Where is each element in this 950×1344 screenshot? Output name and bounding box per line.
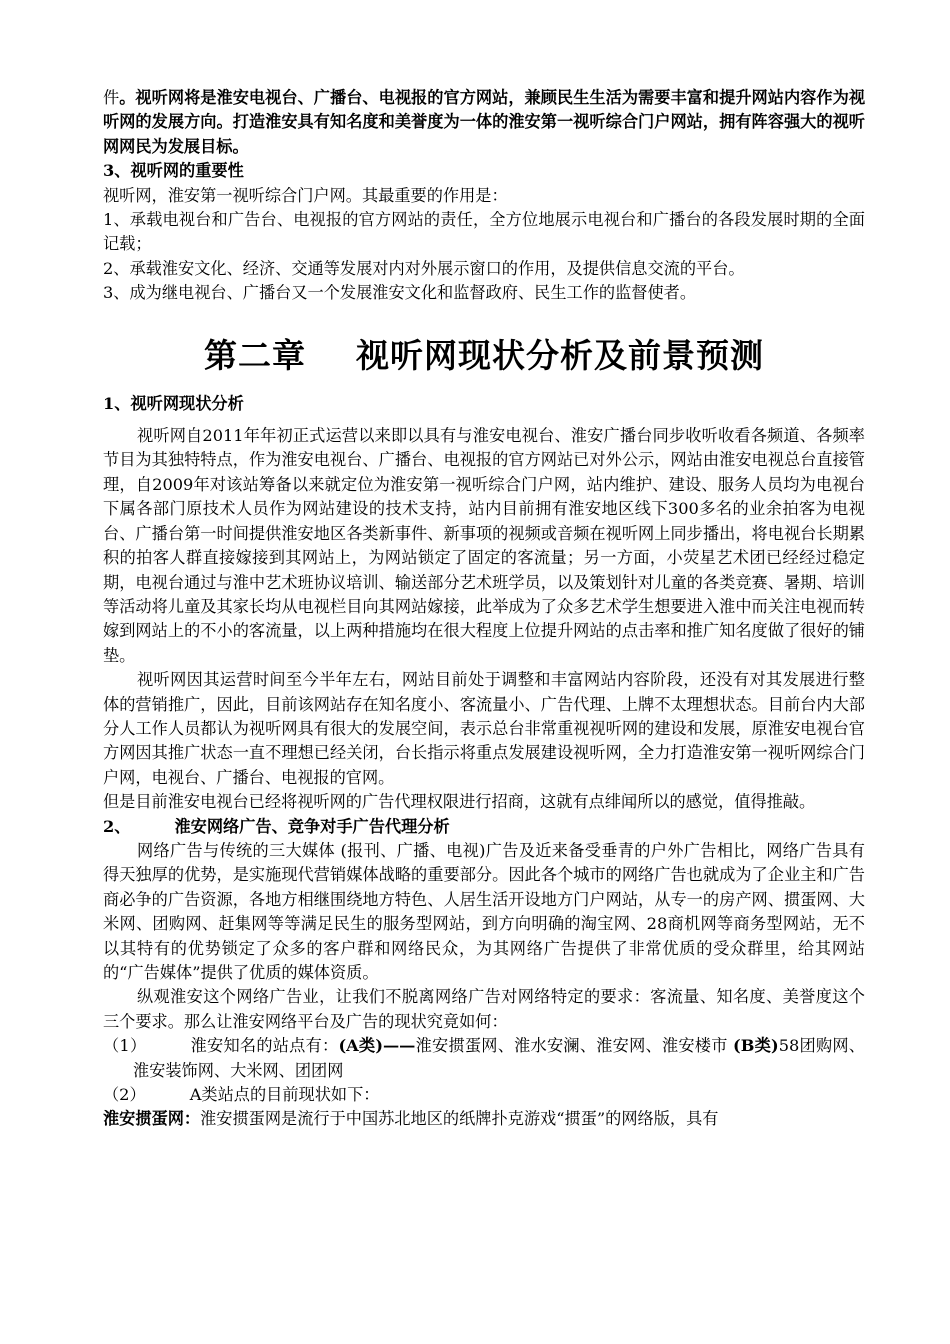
list-item-1-num: （1） [103, 1036, 147, 1056]
list-item-1-pre: 淮安知名的站点有： [190, 1036, 339, 1056]
section2-heading-num: 2、 [103, 816, 131, 836]
importance-item-2: 2、承载淮安文化、经济、交通等发展对内对外展示窗口的作用，及提供信息交流的平台。 [103, 258, 745, 278]
intro-lead: 件 [103, 88, 120, 107]
list-item-1-a-label: (A类)—— [338, 1036, 416, 1056]
importance-item-1: 1、承载电视台和广告台、电视报的官方网站的责任，全方位地展示电视台和广播台的各段发展时期的全面记载； [103, 210, 865, 254]
list-item-2 [103, 1083, 865, 1107]
intro-bold-text: 。视听网将是淮安电视台、广播台、电视报的官方网站，兼顾民生生活为需要丰富和提升网站内容作为视听网的发展方向。打造淮安具有知名度和美誉度为一体的淮安第一视听综合门户网站，拥有阵容强大的视听网网民为发展目标。 [103, 88, 866, 156]
section2-paragraph-2: 纵观淮安这个网络广告业，让我们不脱离网络广告对网络特定的要求：客流量、知名度、美誉度这个三个要求。那么让淮安网络平台及广告的现状究竟如何： [103, 987, 865, 1031]
chapter-title: 第二章 视听网现状分析及前景预测 [204, 335, 764, 375]
section2-heading [103, 815, 865, 839]
importance-heading: 3、视听网的重要性 [103, 161, 244, 181]
list-item-1-b-label: (B类) [733, 1036, 779, 1056]
site-label: 淮安掼蛋网： [103, 1109, 201, 1129]
list-item-2-num: （2） [103, 1085, 146, 1105]
importance-lead: 视听网，淮安第一视听综合门户网。其最重要的作用是： [103, 185, 508, 205]
importance-item-3: 3、成为继电视台、广播台又一个发展淮安文化和监督政府、民生工作的监督使者。 [103, 283, 697, 303]
intro-continuation [103, 86, 865, 159]
document-page [103, 86, 865, 1132]
site-description [103, 1107, 865, 1131]
list-item-1-a-sites: 淮安掼蛋网、淮水安澜、淮安网、淮安楼市 [415, 1036, 734, 1056]
section1-tail: 但是目前淮安电视台已经将视听网的广告代理权限进行招商，这就有点绯闻所以的感觉，值得推敲。 [103, 792, 816, 812]
section2-paragraph-1: 网络广告与传统的三大媒体 (报刊、广播、电视)广告及近来备受垂青的户外广告相比，网络广告具有得天独厚的优势，是实施现代营销媒体战略的重要部分。因此各个城市的网络广告也就成为了企业主和广告商必争的广告资源，各地方相继围绕地方特色、人居生活开设地方门户网站，从专一的房产网、掼蛋网、大米网、团购网、赶集网等等满足民生的服务型网站，到方向明确的淘宝网、28商机网等商务型网站，无不以其特有的优势锁定了众多的客户群和网络民众，为其网络广告提供了非常优质的受众群里，给其网站的“广告媒体”提供了优质的媒体资质。 [103, 840, 865, 982]
list-item-1-b-sites: 58团购网、淮安装饰网、大米网、团团网 [133, 1036, 865, 1080]
section1-paragraph-1: 视听网自2011年年初正式运营以来即以具有与淮安电视台、淮安广播台同步收听收看各频道、各频率节目为其独特特点，作为淮安电视台、广播台、电视报的官方网站已对外公示，网站由淮安电视总台直接管理，自2009年对该站筹备以来就定位为淮安第一视听综合门户网，站内维护、建设、服务人员均为电视台下属各部门原技术人员作为网站建设的技术支持，站内目前拥有淮安地区线下300多名的业余拍客为电视台、广播台第一时间提供淮安地区各类新事件、新事项的视频或音频在视听网上同步播出，将电视台长期累积的拍客人群直接嫁接到其网站上，为网站锁定了固定的客流量；另一方面，小荧星艺术团已经经过稳定期，电视台通过与淮中艺术班协议培训、输送部分艺术班学员，以及策划针对儿童的各类竞赛、暑期、培训等活动将儿童及其家长均从电视栏目向其网站嫁接，此举成为了众多艺术学生想要进入淮中而关注电视而转嫁到网站上的不小的客流量，以上两种措施均在很大程度上位提升网站的点击率和推广知名度做了很好的铺垫。 [103, 426, 865, 665]
list-item-1 [103, 1034, 865, 1083]
section1-paragraph-2: 视听网因其运营时间至今半年左右，网站目前处于调整和丰富网站内容阶段，还没有对其发展进行整体的营销推广，因此，目前该网站存在知名度小、客流量小、广告代理、上牌不太理想状态。目前台内大部分人工作人员都认为视听网具有很大的发展空间，表示总台非常重视视听网的建设和发展，原淮安电视台官方网因其推广状态一直不理想已经关闭，台长指示将重点发展建设视听网，全力打造淮安第一视听网综合门户网，电视台、广播台、电视报的官网。 [103, 670, 865, 787]
section2-heading-text: 淮安网络广告、竞争对手广告代理分析 [174, 816, 450, 836]
section1-heading: 1、视听网现状分析 [103, 393, 244, 413]
list-item-2-text: A类站点的目前现状如下： [189, 1085, 380, 1105]
site-text: 淮安掼蛋网是流行于中国苏北地区的纸牌扑克游戏“掼蛋”的网络版，具有 [200, 1109, 719, 1129]
